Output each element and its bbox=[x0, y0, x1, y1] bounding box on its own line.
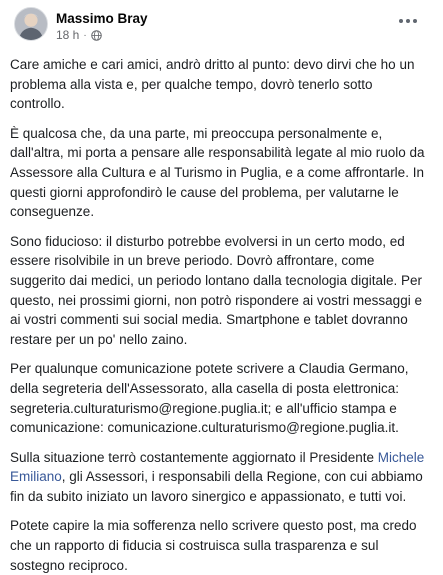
post-paragraph-3: Sono fiducioso: il disturbo potrebbe evolversi in un certo modo, ed essere risolvibile in un breve periodo. Dovrò affrontare, come suggerito dai medici, un periodo lontano dalla tecnologia digitale. Per questo, nei prossimi giorni, non potrò rispondere ai vostri messaggi e ai vostri commenti sui social media. Smartphone e tablet dovranno restare per un po' nello zaino. bbox=[10, 233, 423, 347]
more-dot bbox=[413, 19, 417, 23]
post-meta bbox=[56, 28, 102, 42]
post-paragraph-4: Per qualunque comunicazione potete scrivere a Claudia Germano, della segreteria dell'Assessorato, alla casella di posta elettronica: segreteria.culturaturismo@regione.puglia.it; e all'ufficio stampa e comunicazione: comunicazione.culturaturismo@regione.puglia.it. bbox=[10, 361, 409, 436]
post-header bbox=[10, 4, 433, 44]
more-dot bbox=[399, 19, 403, 23]
post-paragraph-2: È qualcosa che, da una parte, mi preoccupa personalmente e, dall'altra, mi porta a pensare alle responsabilità legate al mio ruolo da Assessore alla Cultura e al Turismo in Puglia, e a come affrontarle. In questi giorni approfondirò le cause del problema, per valutarne le conseguenze. bbox=[10, 125, 425, 220]
post-paragraph-5 bbox=[10, 448, 425, 507]
globe-icon[interactable] bbox=[91, 30, 102, 41]
more-options-icon[interactable] bbox=[399, 14, 417, 28]
paragraph-5-text-before: Sulla situazione terrò costantemente aggiornato il Presidente bbox=[10, 449, 378, 465]
post-body bbox=[10, 55, 433, 575]
more-dot bbox=[406, 19, 410, 23]
post-paragraph-6: Potete capire la mia sofferenza nello scrivere questo post, ma credo che un rapporto di fiducia si costruisca sulla trasparenza e sul sostegno reciproco. bbox=[10, 518, 417, 573]
avatar-image bbox=[15, 8, 47, 40]
post-timestamp[interactable]: 18 h bbox=[56, 28, 80, 42]
paragraph-5-text-after: , gli Assessori, i responsabili della Regione, con cui abbiamo fin da subito iniziato un lavoro sinergico e appassionato, e tutti voi. bbox=[10, 469, 423, 504]
meta-separator: · bbox=[83, 29, 87, 41]
avatar[interactable] bbox=[14, 7, 48, 41]
mention-link[interactable]: Michele Emiliano bbox=[10, 449, 425, 485]
post-paragraph-1: Care amiche e cari amici, andrò dritto al punto: devo dirvi che ho un problema alla vista e, per qualche tempo, dovrò tenerlo sotto controllo. bbox=[10, 57, 415, 112]
author-name[interactable]: Massimo Bray bbox=[56, 11, 148, 26]
